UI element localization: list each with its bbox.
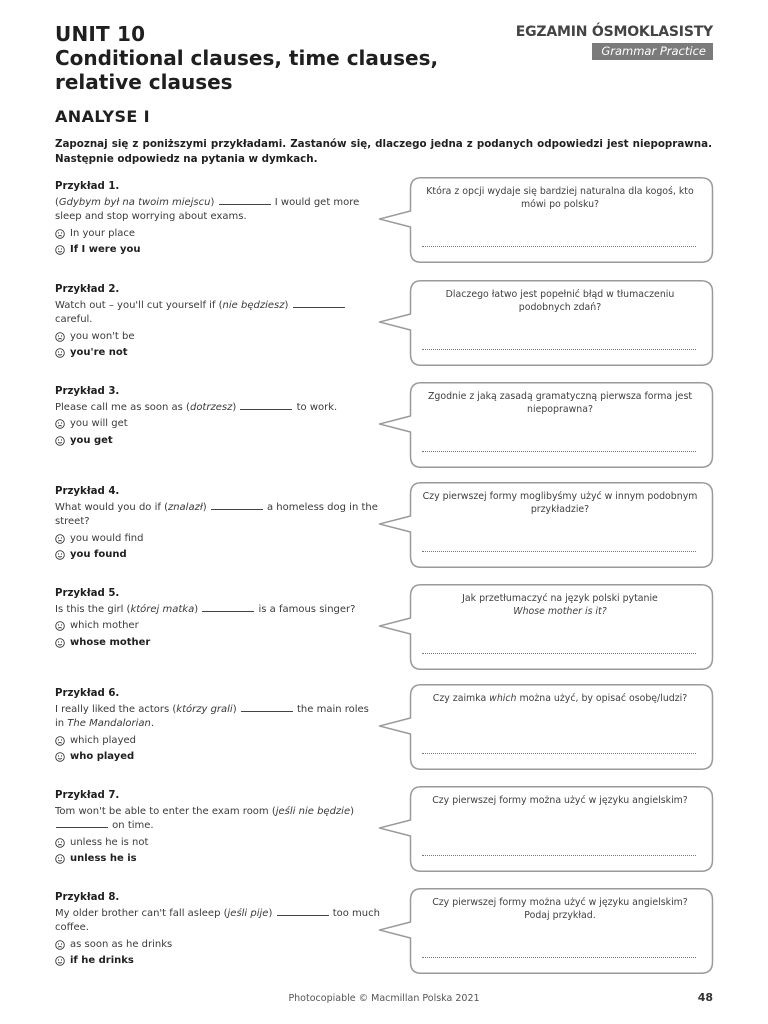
speech-bubble (378, 382, 714, 468)
example-title: Przykład 8. (55, 892, 120, 903)
bubble-question (420, 693, 700, 706)
wrong-option-text: you would find (70, 532, 144, 544)
sentence-end: to work. (293, 401, 338, 413)
speech-bubble (378, 888, 714, 974)
question-text: Czy zaimka (432, 693, 490, 704)
answer-gap[interactable] (240, 401, 292, 410)
happy-face-icon (55, 638, 65, 648)
sentence-bracket: ) (232, 401, 240, 413)
correct-option (55, 636, 380, 651)
wrong-option-text: which played (70, 734, 136, 746)
example-sentence (55, 196, 380, 225)
correct-option (55, 548, 380, 563)
wrong-option (55, 938, 380, 953)
happy-face-icon (55, 245, 65, 255)
example-sentence (55, 299, 380, 328)
sad-face-icon (55, 332, 65, 342)
answer-line[interactable] (422, 451, 696, 452)
speech-bubble (378, 482, 714, 568)
example-block (55, 891, 380, 969)
example-block (55, 283, 380, 361)
question-text: Czy pierwszej formy można użyć w języku angielskim? (432, 795, 688, 806)
example-block (55, 485, 380, 563)
example-sentence (55, 603, 380, 618)
polish-hint: której matka (130, 603, 195, 615)
polish-hint: jeśli nie będzie (275, 805, 351, 817)
answer-line[interactable] (422, 653, 696, 654)
sentence-start: Please call me as soon as ( (55, 401, 190, 413)
wrong-option (55, 227, 380, 242)
wrong-option-text: In your place (70, 227, 136, 239)
speech-bubble (378, 584, 714, 670)
happy-face-icon (55, 956, 65, 966)
question-italic: Whose mother is it? (513, 605, 607, 617)
sentence-end: the main roles in (55, 703, 369, 729)
bubble-question (420, 391, 700, 416)
correct-option-text: you're not (70, 347, 128, 358)
answer-gap[interactable] (219, 196, 271, 205)
correct-option-text: unless he is (70, 853, 137, 864)
instructions: Zapoznaj się z poniższymi przykładami. Zastanów się, dlaczego jedna z podanych odpowiedzi jest niepoprawna. Następnie odpowiedz na pytania w dymkach. (55, 138, 712, 165)
question-text: Dlaczego łatwo jest popełnić błąd w tłumaczeniu podobnych zdań? (445, 289, 675, 313)
wrong-option (55, 417, 380, 432)
question-italic: which (489, 693, 517, 704)
answer-gap[interactable] (241, 703, 293, 712)
example-block (55, 687, 380, 765)
question-text: Zgodnie z jaką zasadą gramatyczną pierwsza forma jest niepoprawna? (427, 391, 692, 415)
sentence-end: careful. (55, 314, 93, 325)
wrong-option-text: unless he is not (70, 836, 149, 848)
unit-label: UNIT 10 (55, 22, 146, 46)
polish-hint: dotrzesz (189, 401, 233, 413)
example-sentence (55, 703, 380, 732)
sentence-start: Tom won't be able to enter the exam room ( (55, 805, 276, 817)
correct-option-text: If I were you (70, 244, 141, 255)
example-sentence (55, 805, 380, 834)
speech-bubble (378, 280, 714, 366)
answer-gap[interactable] (211, 501, 263, 510)
correct-option (55, 434, 380, 449)
sad-face-icon (55, 838, 65, 848)
answer-line[interactable] (422, 855, 696, 856)
sad-face-icon (55, 419, 65, 429)
title-italic: The Mandalorian (67, 718, 151, 729)
correct-option-text: you found (70, 549, 127, 560)
speech-bubble (378, 177, 714, 263)
correct-option-text: if he drinks (70, 955, 134, 966)
wrong-option-text: you will get (70, 418, 128, 429)
happy-face-icon (55, 348, 65, 358)
correct-option (55, 852, 380, 867)
brand-block (516, 24, 713, 60)
correct-option (55, 750, 380, 765)
polish-hint: jeśli pije (227, 907, 269, 919)
sentence-bracket: ) (268, 907, 276, 919)
page-title: Conditional clauses, time clauses, relative clauses (55, 46, 439, 94)
bubble-question (420, 897, 700, 922)
answer-line[interactable] (422, 551, 696, 552)
sad-face-icon (55, 940, 65, 950)
sentence-start: ( (55, 196, 59, 208)
answer-line[interactable] (422, 349, 696, 350)
correct-option-text: who played (70, 751, 135, 762)
example-title: Przykład 7. (55, 790, 120, 801)
sentence-start: I really liked the actors ( (55, 703, 177, 715)
polish-hint: Gdybym był na twoim miejscu (58, 196, 211, 208)
answer-gap[interactable] (293, 299, 345, 308)
brand-name: EGZAMIN ÓSMOKLASISTY (515, 24, 713, 40)
answer-line[interactable] (422, 957, 696, 958)
sad-face-icon (55, 736, 65, 746)
example-title: Przykład 3. (55, 386, 120, 397)
polish-hint: nie będziesz (222, 299, 285, 311)
wrong-option (55, 619, 380, 634)
example-title: Przykład 2. (55, 284, 120, 295)
sentence-bracket: ) (210, 196, 218, 208)
footer-copyright: Photocopiable © Macmillan Polska 2021 (288, 993, 480, 1004)
happy-face-icon (55, 752, 65, 762)
sentence-end: on time. (109, 820, 154, 831)
wrong-option (55, 330, 380, 345)
bubble-question (420, 795, 700, 808)
bubble-question (420, 186, 700, 211)
correct-option (55, 954, 380, 969)
question-text-end: można użyć, by opisać osobę/ludzi? (516, 693, 688, 704)
polish-hint: którzy grali (176, 703, 233, 715)
sentence-end: I would get more sleep and stop worrying about exams. (55, 196, 360, 222)
example-block (55, 385, 380, 448)
example-sentence (55, 501, 380, 530)
wrong-option-text: which mother (70, 620, 139, 631)
sentence-start: What would you do if ( (55, 501, 168, 513)
happy-face-icon (55, 436, 65, 446)
question-text: Która z opcji wydaje się bardziej naturalna dla kogoś, kto mówi po polsku? (426, 186, 694, 210)
sad-face-icon (55, 534, 65, 544)
sad-face-icon (55, 229, 65, 239)
sentence-bracket: ) (232, 703, 240, 715)
bubble-question (420, 593, 700, 618)
brand-badge: Grammar Practice (592, 43, 713, 60)
answer-gap[interactable] (202, 603, 254, 612)
example-block (55, 180, 380, 258)
answer-gap[interactable] (56, 819, 108, 828)
example-sentence (55, 401, 380, 416)
sentence-bracket: ) (284, 299, 292, 311)
correct-option-text: whose mother (70, 636, 151, 648)
sentence-start: Is this the girl ( (55, 603, 131, 615)
correct-option (55, 346, 380, 361)
sentence-start: My older brother can't fall asleep ( (55, 907, 228, 919)
wrong-option-text: you won't be (70, 330, 135, 342)
sentence-start: Watch out – you'll cut yourself if ( (55, 299, 223, 311)
polish-hint: znalazł (167, 501, 203, 513)
sentence-end: too much coffee. (55, 907, 380, 933)
example-block (55, 789, 380, 867)
bubble-question (420, 289, 700, 314)
sentence-bracket: ) (202, 501, 210, 513)
page-number: 48 (697, 991, 713, 1004)
question-text: Jak przetłumaczyć na język polski pytanie (462, 593, 658, 604)
question-text: Czy pierwszej formy moglibyśmy użyć w innym podobnym przykładzie? (422, 491, 698, 515)
sentence-bracket: ) (350, 805, 355, 817)
happy-face-icon (55, 550, 65, 560)
question-text: Czy pierwszej formy można użyć w języku angielskim? Podaj przykład. (432, 897, 688, 921)
example-title: Przykład 1. (55, 181, 120, 192)
example-title: Przykład 6. (55, 688, 120, 699)
answer-line[interactable] (422, 246, 696, 247)
example-sentence (55, 907, 380, 936)
wrong-option (55, 532, 380, 547)
bubble-question (420, 491, 700, 516)
happy-face-icon (55, 854, 65, 864)
sentence-end: a homeless dog in the street? (55, 501, 378, 527)
sad-face-icon (55, 621, 65, 631)
sentence-bracket: ) (194, 603, 202, 615)
speech-bubble (378, 684, 714, 770)
speech-bubble (378, 786, 714, 872)
correct-option-text: you get (70, 434, 113, 446)
correct-option (55, 243, 380, 258)
sentence-end: is a famous singer? (255, 603, 356, 615)
answer-gap[interactable] (277, 907, 329, 916)
sentence-period: . (150, 718, 155, 729)
wrong-option (55, 734, 380, 749)
example-title: Przykład 5. (55, 588, 120, 599)
example-title: Przykład 4. (55, 486, 120, 497)
wrong-option (55, 836, 380, 851)
section-heading: ANALYSE I (55, 107, 151, 126)
answer-line[interactable] (422, 753, 696, 754)
wrong-option-text: as soon as he drinks (70, 938, 173, 950)
example-block (55, 587, 380, 650)
